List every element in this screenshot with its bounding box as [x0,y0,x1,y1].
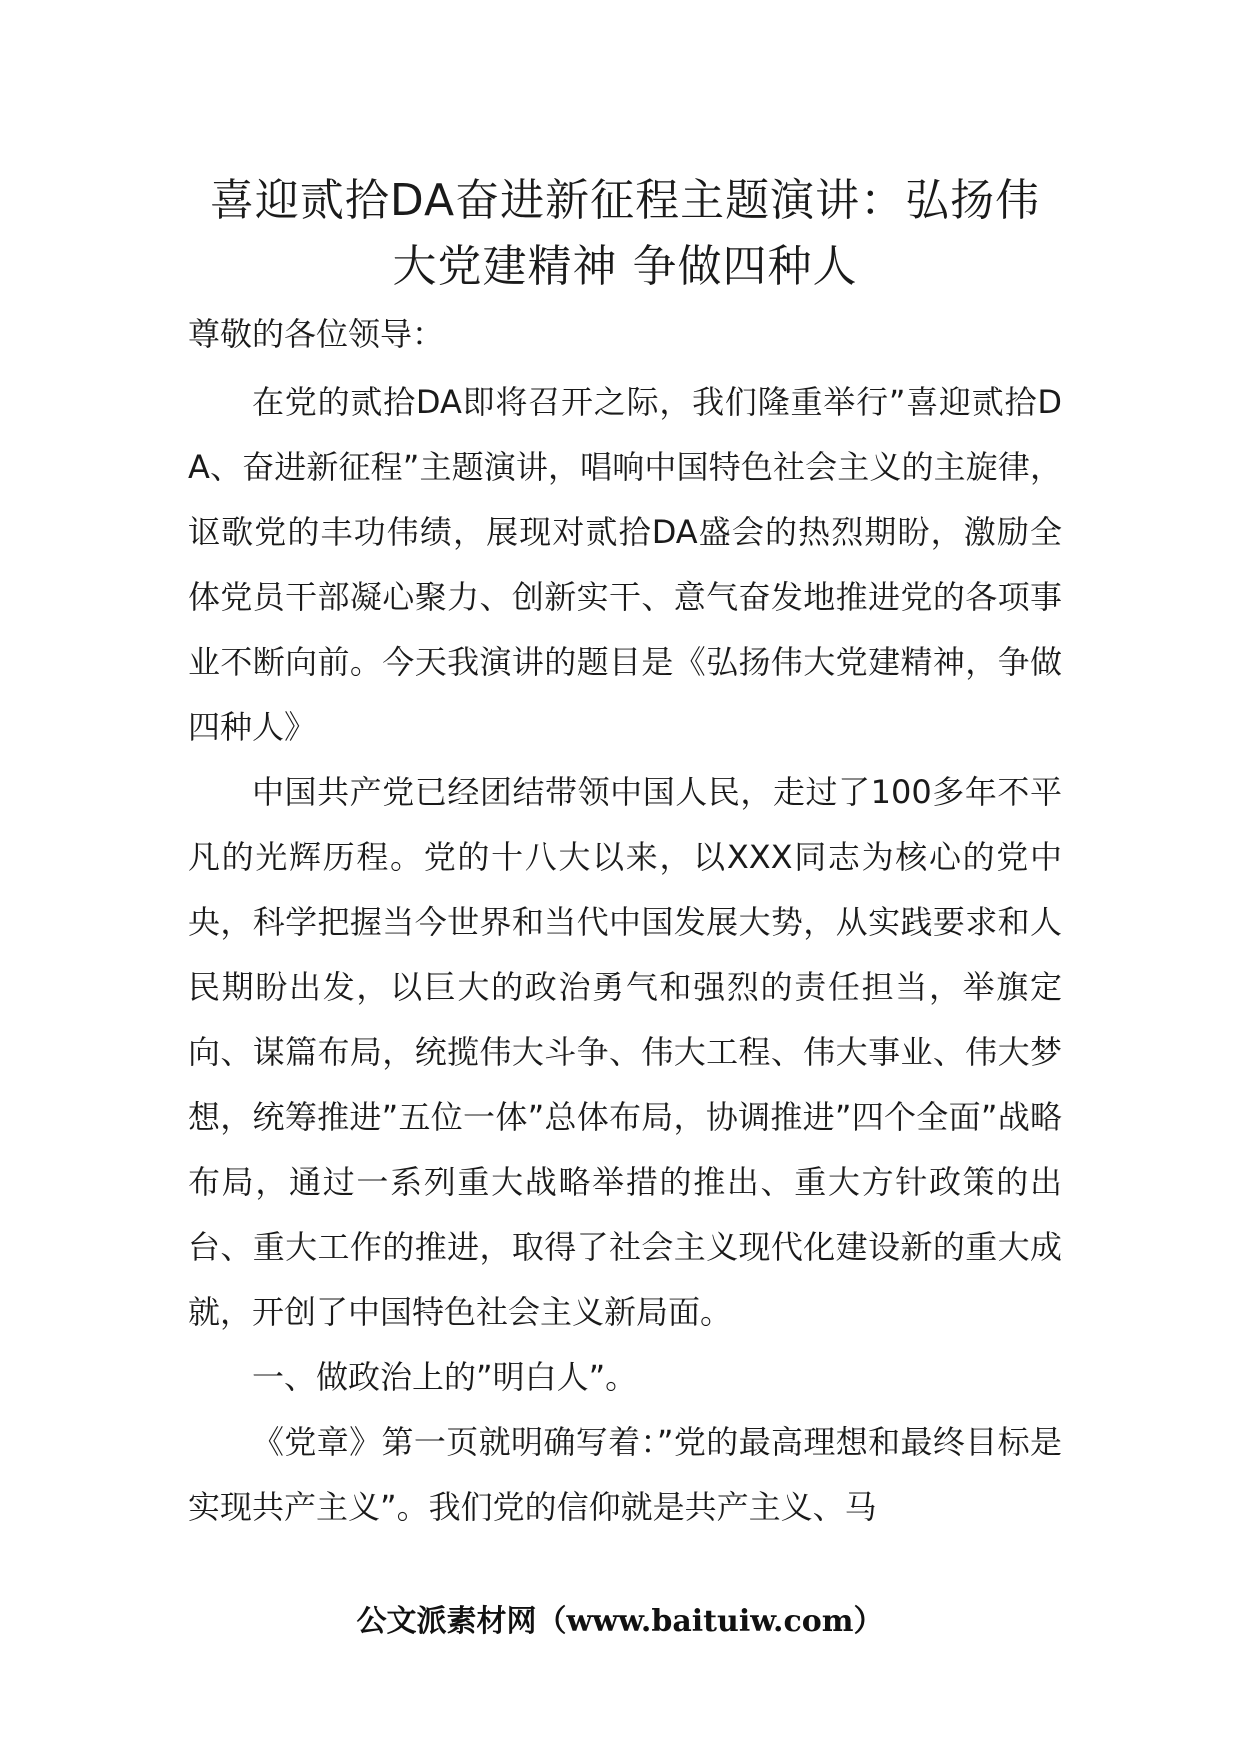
body-paragraph: 中国共产党已经团结带领中国人民，走过了100多年不平凡的光辉历程。党的十八大以来，以XXX同志为核心的党中央，科学把握当今世界和当代中国发展大势，从实践要求和人民期盼出发，以巨大的政治勇气和强烈的责任担当，举旗定向、谋篇布局，统揽伟大斗争、伟大工程、伟大事业、伟大梦想，统筹推进”五位一体”总体布局，协调推进”四个全面”战略布局，通过一系列重大战略举措的推出、重大方针政策的出台、重大工作的推进，取得了社会主义现代化建设新的重大成就，开创了中国特色社会主义新局面。 [188,773,1062,1331]
page-footer-watermark: 公文派素材网（www.baituiw.com） [356,1604,884,1639]
section-heading: 一、做政治上的”明白人”。 [252,1358,638,1396]
body-paragraph: 《党章》第一页就明确写着：”党的最高理想和最终目标是实现共产主义”。我们党的信仰就是共产主义、马 [188,1423,1062,1526]
document-body [188,370,1062,1540]
salutation: 尊敬的各位领导： [188,315,445,353]
document-title-line-1: 喜迎贰拾DA奋进新征程主题演讲：弘扬伟 [209,175,1041,226]
document-title-line-2: 大党建精神 争做四种人 [392,241,858,292]
document-title [188,168,1062,300]
document-page [188,168,1062,1540]
body-paragraph: 在党的贰拾DA即将召开之际，我们隆重举行”喜迎贰拾DA、奋进新征程”主题演讲，唱响中国特色社会主义的主旋律，讴歌党的丰功伟绩，展现对贰拾DA盛会的热烈期盼，激励全体党员干部凝心聚力、创新实干、意气奋发地推进党的各项事业不断向前。今天我演讲的题目是《弘扬伟大党建精神，争做四种人》 [188,383,1062,746]
